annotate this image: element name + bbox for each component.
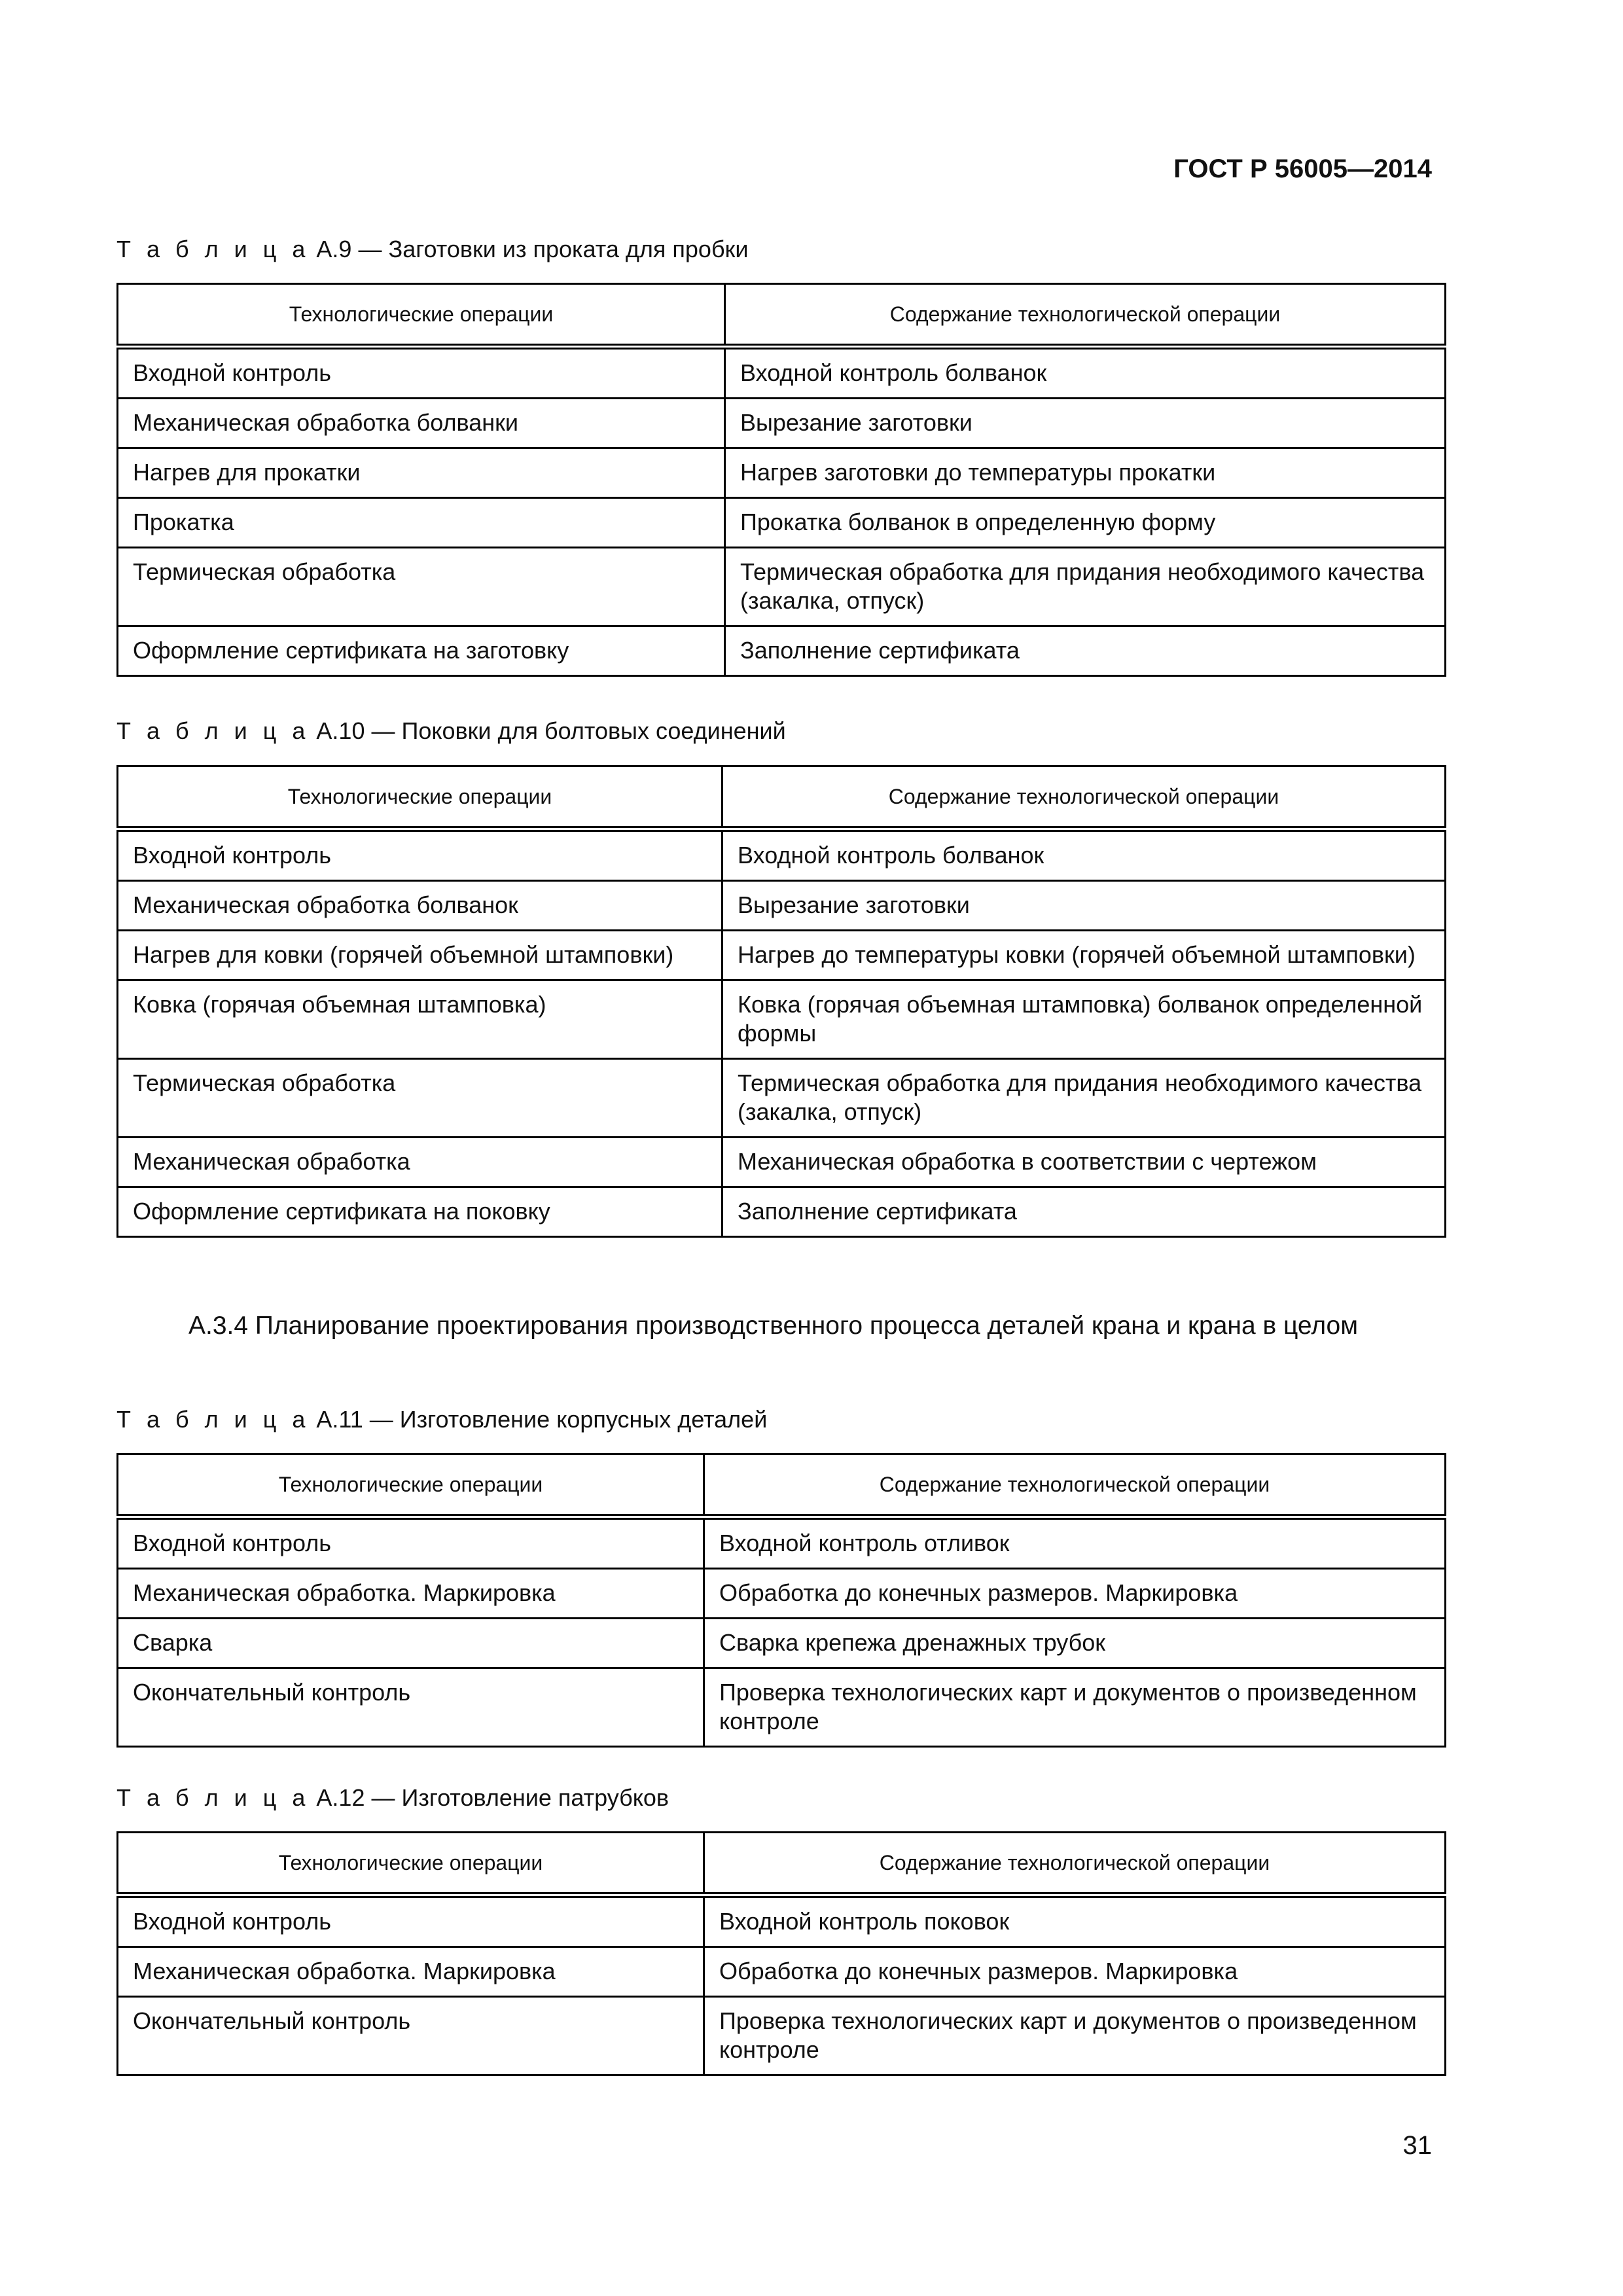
column-header: Технологические операции	[118, 1833, 704, 1895]
document-id: ГОСТ Р 56005—2014	[1173, 154, 1432, 183]
table-label: Т а б л и ц а	[116, 1784, 310, 1811]
table-row	[118, 1187, 1446, 1237]
column-header: Технологические операции	[118, 284, 725, 347]
table-caption-a10	[116, 717, 786, 745]
table-cell: Механическая обработка в соответствии с чертежом	[722, 1138, 1446, 1187]
table-label: Т а б л и ц а	[116, 236, 310, 262]
table-cell: Механическая обработка болванок	[118, 881, 722, 931]
page-number: 31	[1402, 2131, 1432, 2160]
table-cell: Заполнение сертификата	[725, 626, 1446, 676]
table-cell: Вырезание заготовки	[722, 881, 1446, 931]
table-cell: Термическая обработка для придания необходимого качества (закалка, отпуск)	[722, 1059, 1446, 1138]
column-header: Содержание технологической операции	[722, 766, 1446, 829]
table-cell: Входной контроль отливок	[704, 1517, 1446, 1569]
table-cell: Прокатка болванок в определенную форму	[725, 498, 1446, 548]
table-cell: Проверка технологических карт и документов о произведенном контроле	[704, 1668, 1446, 1747]
table-cell: Нагрев заготовки до температуры прокатки	[725, 448, 1446, 498]
table-row	[118, 1569, 1446, 1619]
table-cell: Механическая обработка. Маркировка	[118, 1569, 704, 1619]
table-row	[118, 1895, 1446, 1947]
table-cell: Оформление сертификата на заготовку	[118, 626, 725, 676]
table-cell: Окончательный контроль	[118, 1997, 704, 2075]
table-cell: Нагрев до температуры ковки (горячей объемной штамповки)	[722, 931, 1446, 980]
table-label: Т а б л и ц а	[116, 717, 310, 744]
table-cell: Термическая обработка	[118, 548, 725, 626]
table-a11	[116, 1453, 1446, 1748]
column-header: Содержание технологической операции	[704, 1454, 1446, 1517]
table-caption-a9	[116, 236, 748, 263]
table-cell: Термическая обработка	[118, 1059, 722, 1138]
table-a10	[116, 765, 1446, 1238]
table-cell: Ковка (горячая объемная штамповка)	[118, 980, 722, 1059]
table-row	[118, 1138, 1446, 1187]
table-row	[118, 931, 1446, 980]
table-row	[118, 1997, 1446, 2075]
table-header-row	[118, 1833, 1446, 1895]
table-row	[118, 881, 1446, 931]
table-cell: Ковка (горячая объемная штамповка) болванок определенной формы	[722, 980, 1446, 1059]
table-header-row	[118, 284, 1446, 347]
table-a9	[116, 283, 1446, 677]
table-cell: Входной контроль болванок	[725, 347, 1446, 399]
column-header: Технологические операции	[118, 1454, 704, 1517]
table-cell: Обработка до конечных размеров. Маркировка	[704, 1947, 1446, 1997]
table-cell: Заполнение сертификата	[722, 1187, 1446, 1237]
column-header: Содержание технологической операции	[704, 1833, 1446, 1895]
table-row	[118, 1947, 1446, 1997]
table-cell: Нагрев для прокатки	[118, 448, 725, 498]
table-cell: Оформление сертификата на поковку	[118, 1187, 722, 1237]
section-heading-a34: А.3.4 Планирование проектирования производственного процесса деталей крана и крана в целом	[188, 1312, 1359, 1340]
column-header: Содержание технологической операции	[725, 284, 1446, 347]
table-cell: Входной контроль болванок	[722, 829, 1446, 881]
table-cell: Сварка крепежа дренажных трубок	[704, 1619, 1446, 1668]
table-header-row	[118, 766, 1446, 829]
table-row	[118, 1668, 1446, 1747]
table-cell: Входной контроль	[118, 1517, 704, 1569]
table-title: А.12 — Изготовление патрубков	[310, 1784, 669, 1811]
table-row	[118, 1059, 1446, 1138]
table-a12	[116, 1831, 1446, 2076]
table-cell: Прокатка	[118, 498, 725, 548]
table-cell: Входной контроль поковок	[704, 1895, 1446, 1947]
table-label: Т а б л и ц а	[116, 1406, 310, 1433]
table-row	[118, 1517, 1446, 1569]
table-title: А.11 — Изготовление корпусных деталей	[310, 1406, 768, 1433]
table-cell: Входной контроль	[118, 1895, 704, 1947]
table-cell: Входной контроль	[118, 347, 725, 399]
table-cell: Сварка	[118, 1619, 704, 1668]
table-row	[118, 399, 1446, 448]
table-row	[118, 347, 1446, 399]
table-row	[118, 980, 1446, 1059]
table-title: А.10 — Поковки для болтовых соединений	[310, 717, 786, 744]
table-row	[118, 448, 1446, 498]
table-cell: Механическая обработка болванки	[118, 399, 725, 448]
table-row	[118, 1619, 1446, 1668]
table-caption-a12	[116, 1784, 669, 1812]
table-cell: Обработка до конечных размеров. Маркировка	[704, 1569, 1446, 1619]
table-cell: Входной контроль	[118, 829, 722, 881]
column-header: Технологические операции	[118, 766, 722, 829]
table-header-row	[118, 1454, 1446, 1517]
table-cell: Механическая обработка	[118, 1138, 722, 1187]
table-cell: Вырезание заготовки	[725, 399, 1446, 448]
table-row	[118, 548, 1446, 626]
table-cell: Окончательный контроль	[118, 1668, 704, 1747]
table-row	[118, 498, 1446, 548]
table-cell: Механическая обработка. Маркировка	[118, 1947, 704, 1997]
table-title: А.9 — Заготовки из проката для пробки	[310, 236, 749, 262]
table-cell: Термическая обработка для придания необходимого качества (закалка, отпуск)	[725, 548, 1446, 626]
table-row	[118, 626, 1446, 676]
table-row	[118, 829, 1446, 881]
table-cell: Проверка технологических карт и документов о произведенном контроле	[704, 1997, 1446, 2075]
table-cell: Нагрев для ковки (горячей объемной штамповки)	[118, 931, 722, 980]
table-caption-a11	[116, 1406, 767, 1433]
